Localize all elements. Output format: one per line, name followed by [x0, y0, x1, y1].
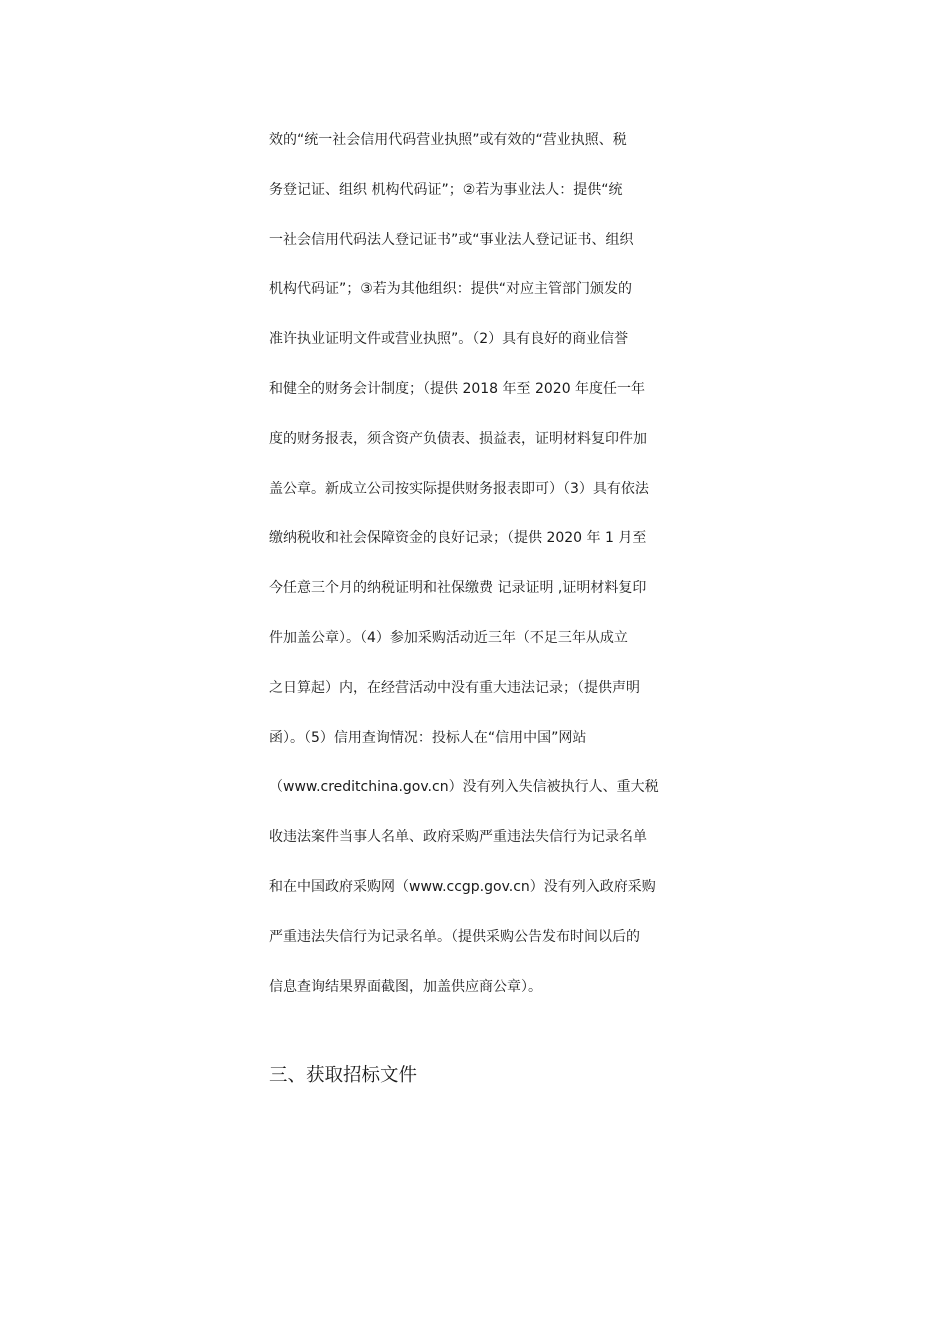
paragraph-line: 今任意三个月的纳税证明和社保缴费 记录证明 ,证明材料复印	[269, 580, 647, 597]
paragraph-line: 缴纳税收和社会保障资金的良好记录；（提供 2020 年 1 月至	[269, 530, 647, 547]
paragraph-line: 一社会信用代码法人登记证书”或“事业法人登记证书、组织	[269, 231, 634, 248]
paragraph-line: 函）。（5）信用查询情况：投标人在“信用中国”网站	[269, 729, 587, 746]
paragraph-line: 效的“统一社会信用代码营业执照”或有效的“营业执照、税	[269, 132, 627, 148]
section-heading-obtain-tender-documents: 三、获取招标文件	[269, 1065, 418, 1086]
paragraph-line: 准许执业证明文件或营业执照”。（2）具有良好的商业信誉	[269, 331, 629, 348]
paragraph-line: 务登记证、组织 机构代码证”；②若为事业法人：提供“统	[269, 181, 623, 198]
paragraph-line: 和在中国政府采购网（www.ccgp.gov.cn）没有列入政府采购	[269, 878, 656, 895]
paragraph-line: （www.creditchina.gov.cn）没有列入失信被执行人、重大税	[269, 779, 659, 796]
paragraph-line: 度的财务报表，须含资产负债表、损益表，证明材料复印件加	[269, 430, 647, 447]
paragraph-line: 机构代码证”；③若为其他组织：提供“对应主管部门颁发的	[269, 281, 633, 298]
paragraph-line: 严重违法失信行为记录名单。（提供采购公告发布时间以后的	[269, 928, 640, 945]
paragraph-line: 和健全的财务会计制度；（提供 2018 年至 2020 年度任一年	[269, 380, 646, 397]
paragraph-line: 收违法案件当事人名单、政府采购严重违法失信行为记录名单	[269, 829, 647, 846]
qualification-requirements-paragraph	[269, 116, 799, 1012]
paragraph-line: 盖公章。新成立公司按实际提供财务报表即可）（3）具有依法	[269, 480, 649, 497]
paragraph-line: 信息查询结果界面截图，加盖供应商公章）。	[269, 978, 542, 995]
paragraph-line: 之日算起）内，在经营活动中没有重大违法记录；（提供声明	[269, 679, 640, 696]
paragraph-line: 件加盖公章）。（4）参加采购活动近三年（不足三年从成立	[269, 629, 628, 646]
